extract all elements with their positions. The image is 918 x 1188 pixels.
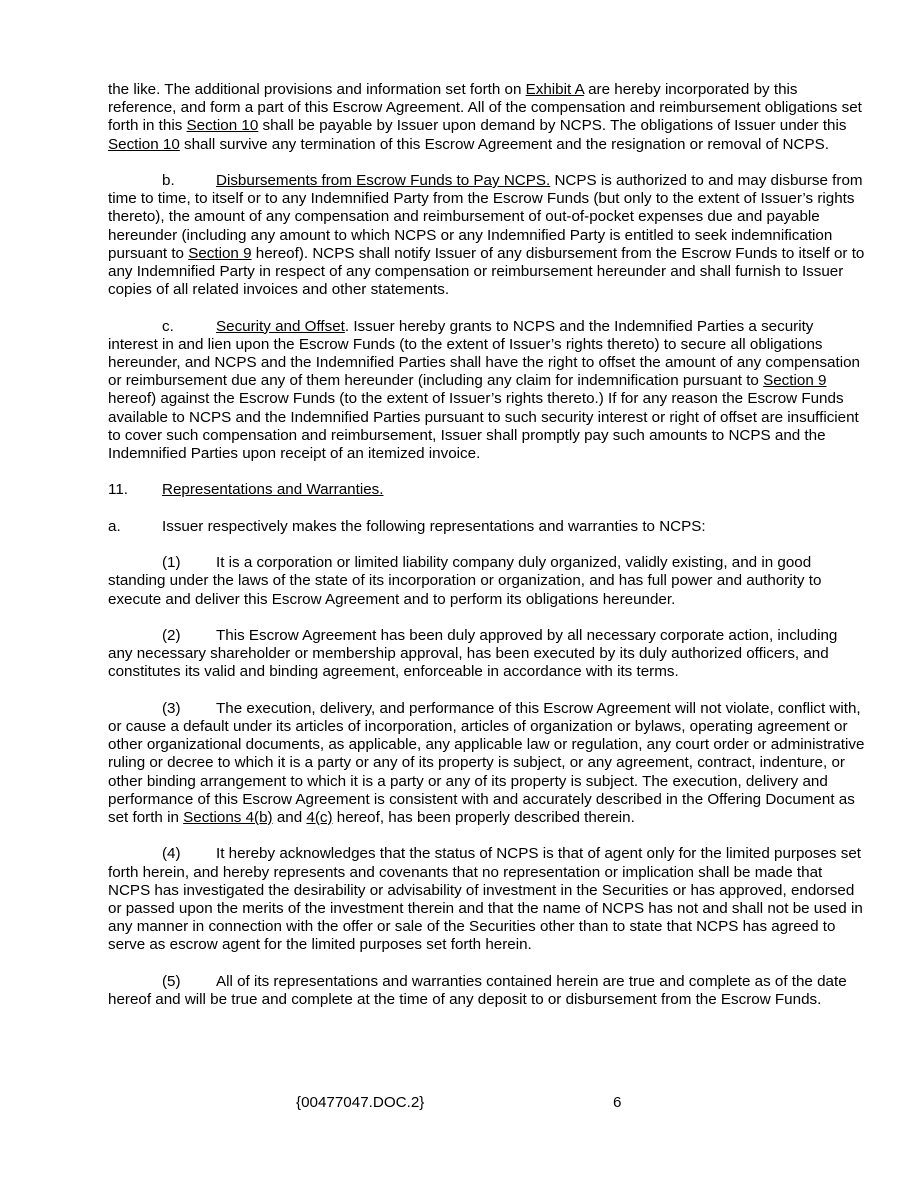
- item-label: (5): [162, 972, 181, 990]
- item-2: [108, 627, 866, 682]
- text: Issuer respectively makes the following representations and warranties to NCPS:: [162, 517, 706, 535]
- text: and: [272, 809, 307, 827]
- text: . Issuer hereby grants to NCPS and the Indemnified Parties a security interest in and lien upon the Escrow Funds (to the extent of Issuer’s rights thereto) to secure all obligations hereunder, and NCPS and the Indemnified Parties shall have the right to offset the amount of any compensation or reimbursement due any of them hereunder (including any claim for indemnification pursuant to: [108, 317, 860, 390]
- paragraph-c-security-offset: [108, 318, 866, 464]
- paragraph-heading: Disbursements from Escrow Funds to Pay NCPS.: [216, 172, 551, 189]
- text: This Escrow Agreement has been duly approved by all necessary corporate action, including any necessary shareholder or membership approval, has been executed by its duly authorized officers, and constitutes its valid and binding agreement, enforceable in accordance with its terms.: [108, 627, 838, 681]
- section-10-reference: Section 10: [186, 117, 259, 135]
- item-label: (2): [162, 627, 181, 644]
- item-3: [108, 700, 866, 827]
- section-number: 11.: [108, 481, 128, 499]
- paragraph-b-disbursements: [108, 172, 866, 299]
- text: the like. The additional provisions and information set forth on: [108, 81, 526, 98]
- item-label: (4): [162, 845, 181, 863]
- document-body: [108, 81, 866, 1027]
- text: hereof, has been properly described therein.: [332, 809, 635, 827]
- paragraph-compensation-continued: [108, 81, 866, 154]
- section-4c-reference: 4(c): [306, 809, 333, 827]
- text: hereof) against the Escrow Funds (to the extent of Issuer’s rights thereto.) If for any reason the Escrow Funds available to NCPS and the Indemnified Parties pursuant to such security interest or right of offset are insufficient to cover such compensation and reimbursement, Issuer shall promptly pay such amounts to NCPS and the Indemnified Parties upon receipt of an itemized invoice.: [108, 390, 859, 463]
- section-title: Representations and Warranties.: [162, 481, 384, 499]
- text: The execution, delivery, and performance of this Escrow Agreement will not violate, conflict with, or cause a default under its articles of incorporation, articles of organization or bylaws, operating agreement or other organizational documents, as applicable, any applicable law or regulation, any court order or administrative ruling or decree to which it is a party or any of its property is subject, or any agreement, contract, indenture, or other binding arrangement to which it is a party or any of its property is subject. The execution, delivery and performance of this Escrow Agreement is consistent with and accurately described in the Offering Document as set forth in: [108, 699, 865, 827]
- text: It is a corporation or limited liability company duly organized, validly existing, and in good standing under the laws of the state of its incorporation or organization, and has full power and authority to execute and deliver this Escrow Agreement and to perform its obligations hereunder.: [108, 554, 822, 608]
- page-number: 6: [613, 1094, 622, 1111]
- text: It hereby acknowledges that the status of NCPS is that of agent only for the limited purposes set forth herein, and hereby represents and covenants that no representation or implication shall be made that NCPS has investigated the desirability or advisability of investment in the Securities or has approved, endorsed or passed upon the merits of the investment therein and that the name of NCPS has not and shall not be used in any manner in connection with the offer or sale of the Securities other than to state that NCPS has agreed to serve as escrow agent for the limited purposes set forth herein.: [108, 845, 863, 954]
- item-4: [108, 845, 866, 954]
- text: shall survive any termination of this Escrow Agreement and the resignation or removal of NCPS.: [179, 135, 829, 153]
- sections-4b-reference: Sections 4(b): [183, 809, 273, 827]
- item-label: (3): [162, 699, 181, 717]
- exhibit-a-reference: Exhibit A: [525, 81, 584, 98]
- document-id: {00477047.DOC.2}: [296, 1094, 425, 1111]
- paragraph-label: c.: [162, 317, 174, 335]
- text: shall be payable by Issuer upon demand by NCPS. The obligations of Issuer under this: [258, 117, 847, 135]
- section-9-reference: Section 9: [188, 244, 252, 262]
- item-5: [108, 973, 866, 1009]
- text: are hereby incorporated by this reference, and form a part of this Escrow Agreement. All of the compensation and reimbursement obligations set forth in this: [108, 81, 862, 135]
- item-1: [108, 554, 866, 609]
- text: NCPS is authorized to and may disburse from time to time, to itself or to any Indemnified Party from the Escrow Funds (but only to the extent of Issuer’s rights thereto), the amount of any compensation and reimbursement of out-of-pocket expenses due and payable hereunder (including any amount to which NCPS or any Indemnified Party is entitled to seek indemnification pursuant to: [108, 172, 863, 262]
- paragraph-a-intro: [108, 518, 866, 536]
- text: All of its representations and warranties contained herein are true and complete as of the date hereof and will be true and complete at the time of any deposit to or disbursement from the Escrow Funds.: [108, 972, 847, 1009]
- section-9-reference: Section 9: [763, 372, 827, 390]
- section-10-reference: Section 10: [108, 135, 180, 153]
- paragraph-heading: Security and Offset: [216, 317, 345, 335]
- section-11-heading: [108, 481, 866, 499]
- item-label: (1): [162, 554, 181, 572]
- paragraph-label: a.: [108, 517, 121, 535]
- paragraph-label: b.: [162, 172, 175, 189]
- text: hereof). NCPS shall notify Issuer of any disbursement from the Escrow Funds to itself or to any Indemnified Party in respect of any compensation or reimbursement hereunder and shall furnish to Issuer copies of all related invoices and other statements.: [108, 244, 865, 299]
